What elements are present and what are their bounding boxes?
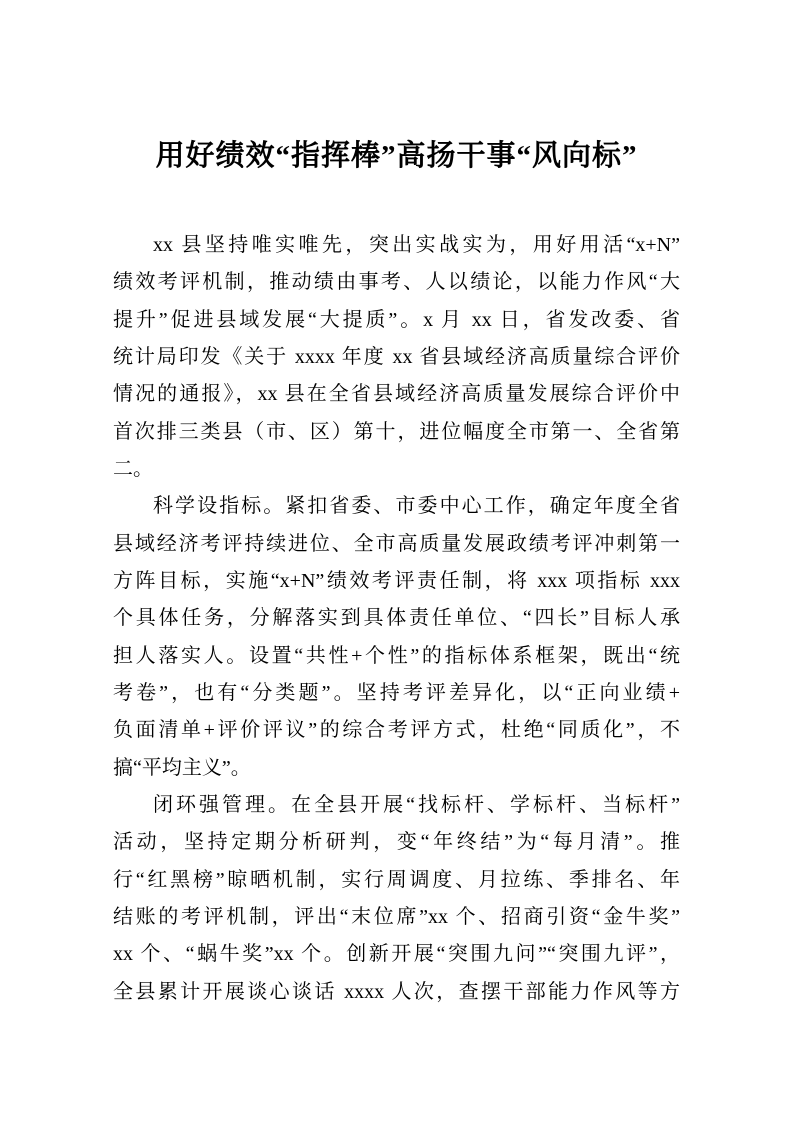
- text-line: 方阵目标，实施“x+N”绩效考评责任制，将 xxx 项指标 xxx: [113, 569, 680, 592]
- paragraph: [113, 787, 680, 1011]
- document-body: [113, 227, 680, 1011]
- text-line: 担人落实人。设置“共性+个性”的指标体系框架，既出“统: [113, 644, 680, 667]
- document-title: 用好绩效“指挥棒”高扬干事“风向标”: [155, 140, 638, 172]
- text-line: 县域经济考评持续进位、全市高质量发展政绩考评冲刺第一: [113, 532, 680, 555]
- text-line: 二。: [113, 457, 153, 480]
- paragraph: [113, 488, 680, 787]
- text-line: 科学设指标。紧扣省委、市委中心工作，确定年度全省: [153, 495, 680, 518]
- text-line: 全县累计开展谈心谈话 xxxx 人次，查摆干部能力作风等方: [113, 980, 680, 1003]
- text-line: 首次排三类县（市、区）第十，进位幅度全市第一、全省第: [113, 420, 680, 443]
- text-line: 活动，坚持定期分析研判，变“年终结”为“每月清”。推: [113, 831, 680, 854]
- text-line: 提升”促进县域发展“大提质”。x 月 xx 日，省发改委、省: [113, 308, 680, 331]
- paragraph: [113, 227, 680, 488]
- text-line: xx 个、“蜗牛奖”xx 个。创新开展“突围九问”“突围九评”，: [113, 943, 680, 966]
- text-line: xx 县坚持唯实唯先，突出实战实为，用好用活“x+N”: [153, 234, 680, 256]
- text-line: 行“红黑榜”晾晒机制，实行周调度、月拉练、季排名、年: [113, 868, 680, 891]
- text-line: 绩效考评机制，推动绩由事考、人以绩论，以能力作风“大: [113, 271, 680, 294]
- text-line: 闭环强管理。在全县开展“找标杆、学标杆、当标杆”: [153, 793, 680, 816]
- text-line: 统计局印发《关于 xxxx 年度 xx 省县域经济高质量综合评价: [113, 345, 680, 368]
- text-line: 搞“平均主义”。: [113, 756, 251, 779]
- text-line: 负面清单+评价评议”的综合考评方式，杜绝“同质化”，不: [113, 719, 680, 742]
- text-line: 个具体任务，分解落实到具体责任单位、“四长”目标人承: [113, 607, 680, 630]
- text-line: 考卷”，也有“分类题”。坚持考评差异化，以“正向业绩+: [113, 681, 680, 704]
- text-line: 结账的考评机制，评出“末位席”xx 个、招商引资“金牛奖”: [113, 905, 680, 928]
- text-line: 情况的通报》，xx 县在全省县域经济高质量发展综合评价中: [113, 383, 680, 406]
